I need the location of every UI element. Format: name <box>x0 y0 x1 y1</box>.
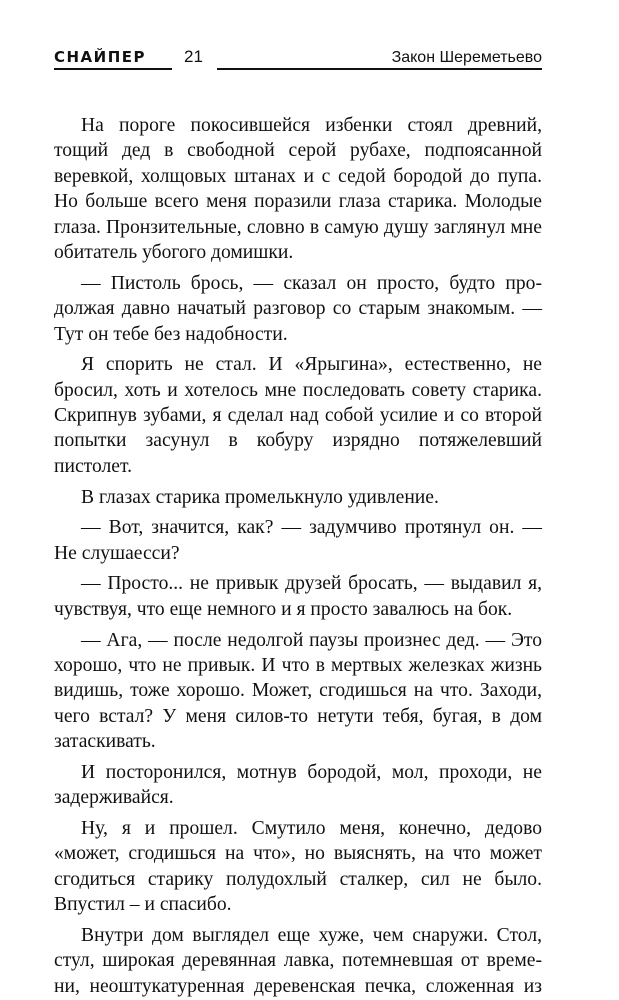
series-name: СНАЙПЕР <box>54 48 147 66</box>
paragraph: — Вот, значится, как? — задумчиво протянул он. — Не слушаесси? <box>54 517 542 564</box>
book-title: Закон Шереметьево <box>391 49 542 66</box>
header-rule-right <box>217 68 542 70</box>
paragraph: — Пистоль брось, — сказал он просто, будто продолжая давно начатый разговор со старым знакомым. — Тут он тебе без надобности. <box>54 272 542 345</box>
page-body <box>54 113 542 999</box>
paragraph: — Ага, — после недолгой паузы произнес дед. — Это хорошо, что не привык. И что в мертвых железках жизнь видишь, тоже хорошо. Может, сгодишься на что. Заходи, чего встал? У меня силов-то нетути тебя, бугая, в дом затаскивать. <box>54 629 542 753</box>
paragraph: В глазах старика промелькнуло удивление. <box>81 486 439 508</box>
paragraph: Я спорить не стал. И «Ярыгина», естественно, не бросил, хоть и хотелось мне последовать совету старика. Скрипнув зубами, я сделал над собой усилие и со второй попытки засунул в кобуру изрядно потяжелевший пистолет. <box>54 354 542 477</box>
paragraph: Внутри дом выглядел еще хуже, чем снаружи. Стол, стул, широкая деревянная лавка, потемневшая от времени, неоштукатуренная деревенская печка, сложенная из <box>54 924 542 997</box>
running-header <box>54 44 542 74</box>
paragraph: Ну, я и прошел. Смутило меня, конечно, дедово «может, сгодишься на что», но выяснять, на что может сгодиться старику полудохлый сталкер, сил не было. Впустил – и спасибо. <box>54 817 542 916</box>
page-number: 21 <box>184 47 203 66</box>
paragraph: На пороге покосившейся избенки стоял древний, тощий дед в свободной серой рубахе, подпоясанной веревкой, холщовых штанах и с седой бородой до пупа. Но больше всего меня поразили глаза старика. Молодые глаза. Пронзительные, словно в самую душу заглянул мне обитатель убогого домишки. <box>54 115 542 264</box>
paragraph: — Просто... не привык друзей бросать, — выдавил я, чувствуя, что еще немного и я просто завалюсь на бок. <box>54 573 542 620</box>
paragraph: И посторонился, мотнув бородой, мол, проходи, не задерживайся. <box>54 761 542 809</box>
header-rule-left <box>54 68 172 70</box>
